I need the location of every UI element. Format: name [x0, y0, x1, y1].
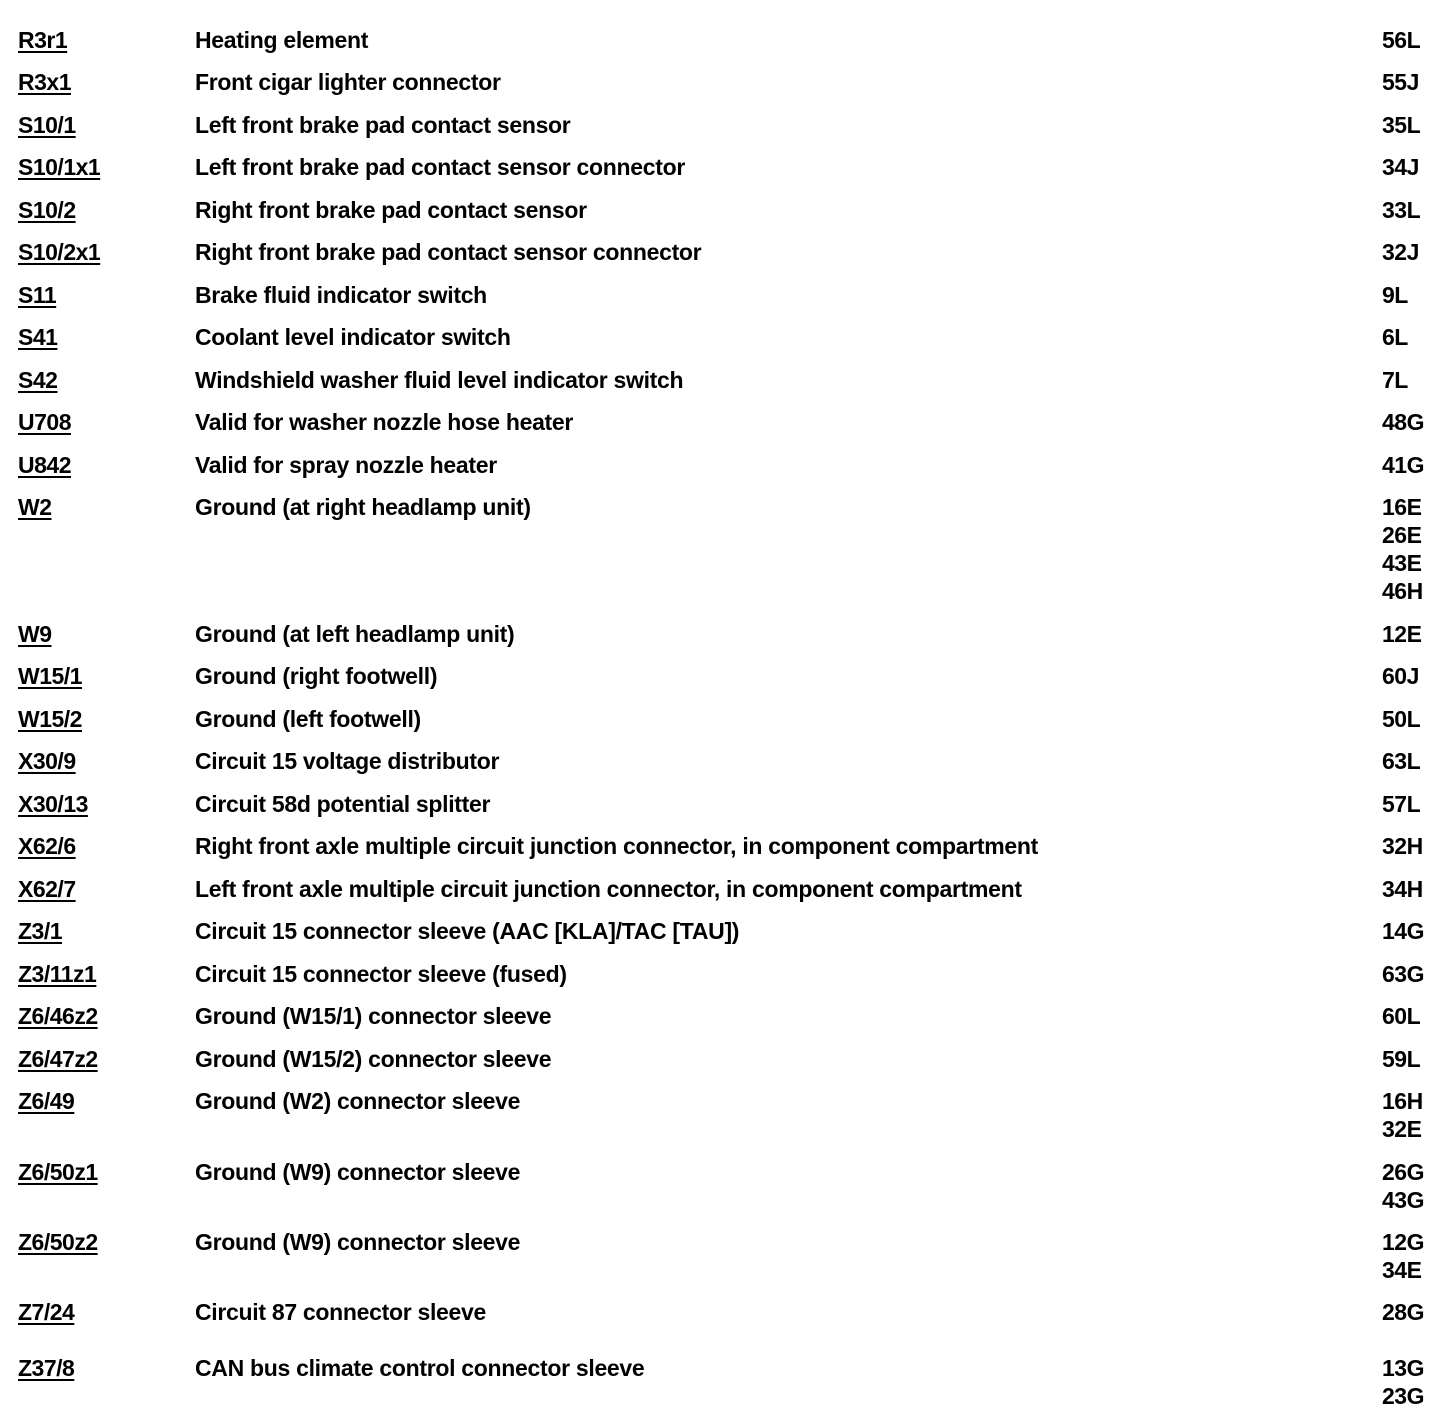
- component-description: Valid for spray nozzle heater: [195, 452, 497, 478]
- component-description: Left front brake pad contact sensor: [195, 112, 571, 138]
- grid-reference-list: [1382, 68, 1452, 96]
- component-code-link[interactable]: U842: [18, 452, 71, 478]
- component-description: Ground (right footwell): [195, 663, 438, 689]
- component-description: Right front axle multiple circuit junction connector, in component compartment: [195, 833, 1038, 859]
- component-code-link[interactable]: W15/2: [18, 706, 82, 732]
- component-description: Circuit 58d potential splitter: [195, 791, 491, 817]
- grid-reference: 46H: [1382, 578, 1423, 604]
- grid-reference: 12E: [1382, 621, 1422, 647]
- grid-reference-list: [1382, 1158, 1452, 1214]
- component-description: Front cigar lighter connector: [195, 69, 501, 95]
- grid-reference: 26G: [1382, 1159, 1424, 1185]
- component-code-link[interactable]: Z7/24: [18, 1299, 75, 1325]
- grid-reference-list: [1382, 705, 1452, 733]
- grid-reference: 9L: [1382, 282, 1408, 308]
- grid-reference: 16H: [1382, 1088, 1423, 1114]
- grid-reference: 34J: [1382, 154, 1419, 180]
- grid-reference: 43G: [1382, 1187, 1424, 1213]
- grid-reference: 59L: [1382, 1046, 1421, 1072]
- grid-reference-list: [1382, 1045, 1452, 1073]
- component-description: Circuit 15 connector sleeve (AAC [KLA]/TAC [TAU]): [195, 918, 740, 944]
- grid-reference-list: [1382, 238, 1452, 266]
- component-description: Valid for washer nozzle hose heater: [195, 409, 574, 435]
- grid-reference: 33L: [1382, 197, 1421, 223]
- grid-reference-list: [1382, 960, 1452, 988]
- grid-reference: 43E: [1382, 550, 1422, 576]
- grid-reference: 12G: [1382, 1229, 1424, 1255]
- grid-reference-list: [1382, 1087, 1452, 1143]
- component-code-link[interactable]: X62/6: [18, 833, 76, 859]
- grid-reference: 41G: [1382, 452, 1424, 478]
- grid-reference-list: [1382, 366, 1452, 394]
- component-description: Ground (at right headlamp unit): [195, 494, 531, 520]
- component-code-link[interactable]: X30/13: [18, 791, 88, 817]
- component-code-link[interactable]: Z6/47z2: [18, 1046, 98, 1072]
- grid-reference: 55J: [1382, 69, 1419, 95]
- grid-reference-list: [1382, 111, 1452, 139]
- component-code-link[interactable]: Z6/49: [18, 1088, 75, 1114]
- component-description: Circuit 15 connector sleeve (fused): [195, 961, 567, 987]
- component-description: Ground (at left headlamp unit): [195, 621, 515, 647]
- grid-reference: 32E: [1382, 1116, 1422, 1142]
- component-description: Left front axle multiple circuit junction connector, in component compartment: [195, 876, 1022, 902]
- component-code-link[interactable]: S10/2x1: [18, 239, 101, 265]
- component-description: Ground (W9) connector sleeve: [195, 1159, 521, 1185]
- grid-reference-list: [1382, 408, 1452, 436]
- grid-reference-list: [1382, 832, 1452, 860]
- component-code-link[interactable]: W15/1: [18, 663, 82, 689]
- grid-reference-list: [1382, 620, 1452, 648]
- grid-reference: 32J: [1382, 239, 1419, 265]
- grid-reference-list: [1382, 196, 1452, 224]
- component-code-link[interactable]: Z6/46z2: [18, 1003, 98, 1029]
- grid-reference: 63G: [1382, 961, 1424, 987]
- component-code-link[interactable]: S41: [18, 324, 58, 350]
- component-description: Ground (W2) connector sleeve: [195, 1088, 521, 1114]
- grid-reference-list: [1382, 493, 1452, 605]
- grid-reference-list: [1382, 323, 1452, 351]
- component-description: Windshield washer fluid level indicator switch: [195, 367, 684, 393]
- component-description: Right front brake pad contact sensor connector: [195, 239, 702, 265]
- component-description: Circuit 87 connector sleeve: [195, 1299, 487, 1325]
- component-code-link[interactable]: Z3/11z1: [18, 961, 97, 987]
- component-code-link[interactable]: S11: [18, 282, 57, 308]
- component-description: Ground (W15/1) connector sleeve: [195, 1003, 552, 1029]
- component-code-link[interactable]: S10/1x1: [18, 154, 101, 180]
- grid-reference: 35L: [1382, 112, 1421, 138]
- grid-reference-list: [1382, 281, 1452, 309]
- component-description: Circuit 15 voltage distributor: [195, 748, 500, 774]
- component-code-link[interactable]: S42: [18, 367, 58, 393]
- grid-reference-list: [1382, 790, 1452, 818]
- component-code-link[interactable]: S10/1: [18, 112, 76, 138]
- component-code-link[interactable]: W9: [18, 621, 52, 647]
- component-description: Coolant level indicator switch: [195, 324, 511, 350]
- grid-reference: 63L: [1382, 748, 1421, 774]
- component-description: Brake fluid indicator switch: [195, 282, 487, 308]
- grid-reference-list: [1382, 662, 1452, 690]
- grid-reference-list: [1382, 451, 1452, 479]
- grid-reference: 34H: [1382, 876, 1423, 902]
- component-code-link[interactable]: W2: [18, 494, 52, 520]
- grid-reference-list: [1382, 1228, 1452, 1284]
- grid-reference-list: [1382, 1298, 1452, 1326]
- grid-reference-list: [1382, 747, 1452, 775]
- grid-reference: 28G: [1382, 1299, 1424, 1325]
- grid-reference: 50L: [1382, 706, 1421, 732]
- component-code-link[interactable]: X30/9: [18, 748, 76, 774]
- component-description: CAN bus climate control connector sleeve: [195, 1355, 645, 1381]
- grid-reference-list: [1382, 153, 1452, 181]
- component-code-link[interactable]: X62/7: [18, 876, 76, 902]
- grid-reference: 32H: [1382, 833, 1423, 859]
- grid-reference: 57L: [1382, 791, 1421, 817]
- grid-reference-list: [1382, 1354, 1452, 1410]
- component-description: Left front brake pad contact sensor connector: [195, 154, 686, 180]
- component-code-link[interactable]: R3x1: [18, 69, 71, 95]
- component-description: Ground (W15/2) connector sleeve: [195, 1046, 552, 1072]
- component-code-link[interactable]: S10/2: [18, 197, 76, 223]
- grid-reference: 48G: [1382, 409, 1424, 435]
- grid-reference: 7L: [1382, 367, 1408, 393]
- component-description: Ground (left footwell): [195, 706, 421, 732]
- grid-reference: 60L: [1382, 1003, 1421, 1029]
- grid-reference: 34E: [1382, 1257, 1422, 1283]
- grid-reference: 60J: [1382, 663, 1419, 689]
- grid-reference-list: [1382, 917, 1452, 945]
- grid-reference: 16E: [1382, 494, 1422, 520]
- component-description: Ground (W9) connector sleeve: [195, 1229, 521, 1255]
- grid-reference: 26E: [1382, 522, 1422, 548]
- grid-reference-list: [1382, 875, 1452, 903]
- component-description: Right front brake pad contact sensor: [195, 197, 587, 223]
- component-description: Heating element: [195, 27, 369, 53]
- grid-reference: 6L: [1382, 324, 1408, 350]
- component-code-link[interactable]: Z37/8: [18, 1355, 75, 1381]
- grid-reference: 56L: [1382, 27, 1421, 53]
- component-code-link[interactable]: Z6/50z2: [18, 1229, 98, 1255]
- grid-reference: 14G: [1382, 918, 1424, 944]
- grid-reference-list: [1382, 26, 1452, 54]
- component-code-link[interactable]: R3r1: [18, 27, 68, 53]
- component-code-link[interactable]: U708: [18, 409, 71, 435]
- grid-reference-list: [1382, 1002, 1452, 1030]
- grid-reference: 13G: [1382, 1355, 1424, 1381]
- component-code-link[interactable]: Z6/50z1: [18, 1159, 98, 1185]
- component-code-link[interactable]: Z3/1: [18, 918, 63, 944]
- grid-reference: 23G: [1382, 1383, 1424, 1409]
